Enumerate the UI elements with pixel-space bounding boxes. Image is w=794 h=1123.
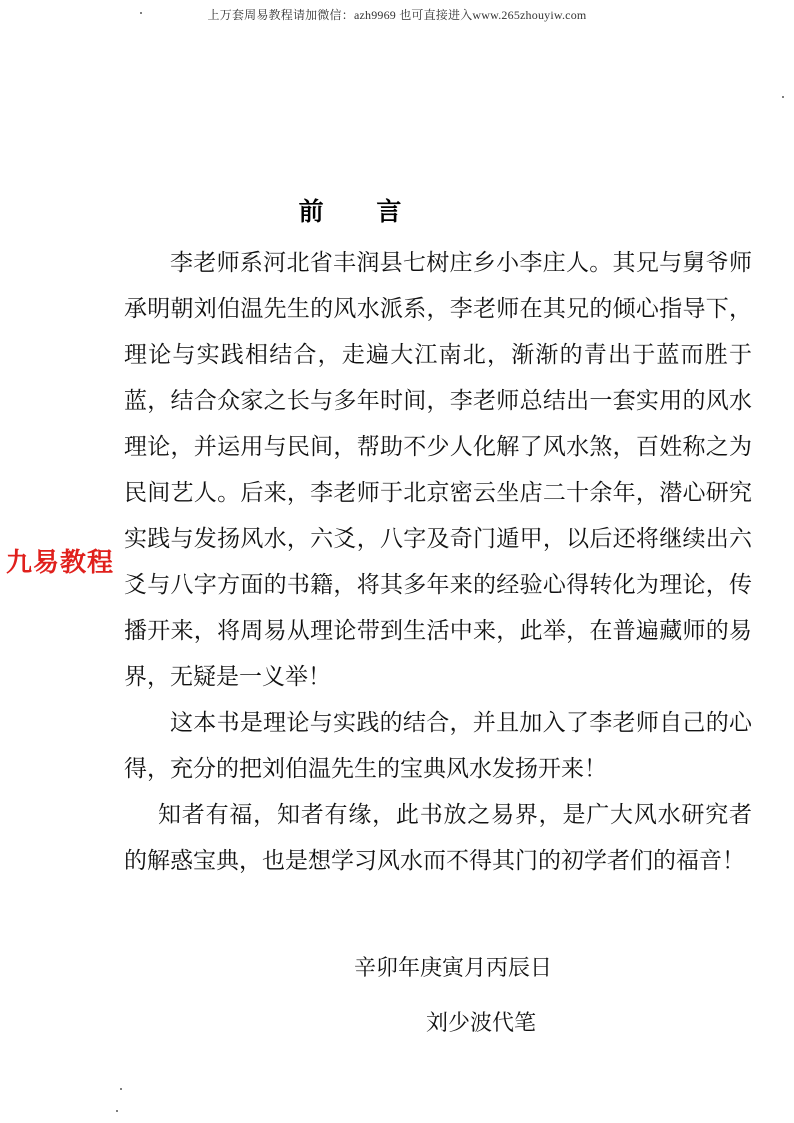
signature-author: 刘少波代笔 [426, 1011, 537, 1036]
scan-speck [116, 1110, 118, 1112]
scan-speck [120, 1088, 122, 1090]
scan-speck [782, 96, 784, 98]
preface-body [124, 240, 752, 884]
header-ad-text: 上万套周易教程请加微信：azh9969 也可直接进入www.265zhouyiw.com [207, 8, 587, 22]
preface-paragraph-3: 知者有福，知者有缘，此书放之易界，是广大风水研究者的解惑宝典，也是想学习风水而不得其门的初学者们的福音！ [124, 802, 752, 874]
preface-paragraph-1: 李老师系河北省丰润县七树庄乡小李庄人。其兄与舅爷师承明朝刘伯温先生的风水派系，李老师在其兄的倾心指导下，理论与实践相结合，走遍大江南北，渐渐的青出于蓝而胜于蓝，结合众家之长与多年时间，李老师总结出一套实用的风水理论，并运用与民间，帮助不少人化解了风水煞，百姓称之为民间艺人。后来，李老师于北京密云坐店二十余年，潜心研究实践与发扬风水，六爻，八字及奇门遁甲，以后还将继续出六爻与八字方面的书籍，将其多年来的经验心得转化为理论，传播开来，将周易从理论带到生活中来，此举，在普遍藏师的易界，无疑是一义举！ [124, 250, 752, 690]
scan-speck [140, 12, 142, 14]
watermark-logo: 九易教程 [6, 548, 115, 578]
preface-paragraph-2: 这本书是理论与实践的结合，并且加入了李老师自己的心得，充分的把刘伯温先生的宝典风水发扬开来！ [124, 710, 752, 782]
page-title: 前 言 [298, 197, 424, 226]
signature-date: 辛卯年庚寅月丙辰日 [354, 956, 553, 981]
